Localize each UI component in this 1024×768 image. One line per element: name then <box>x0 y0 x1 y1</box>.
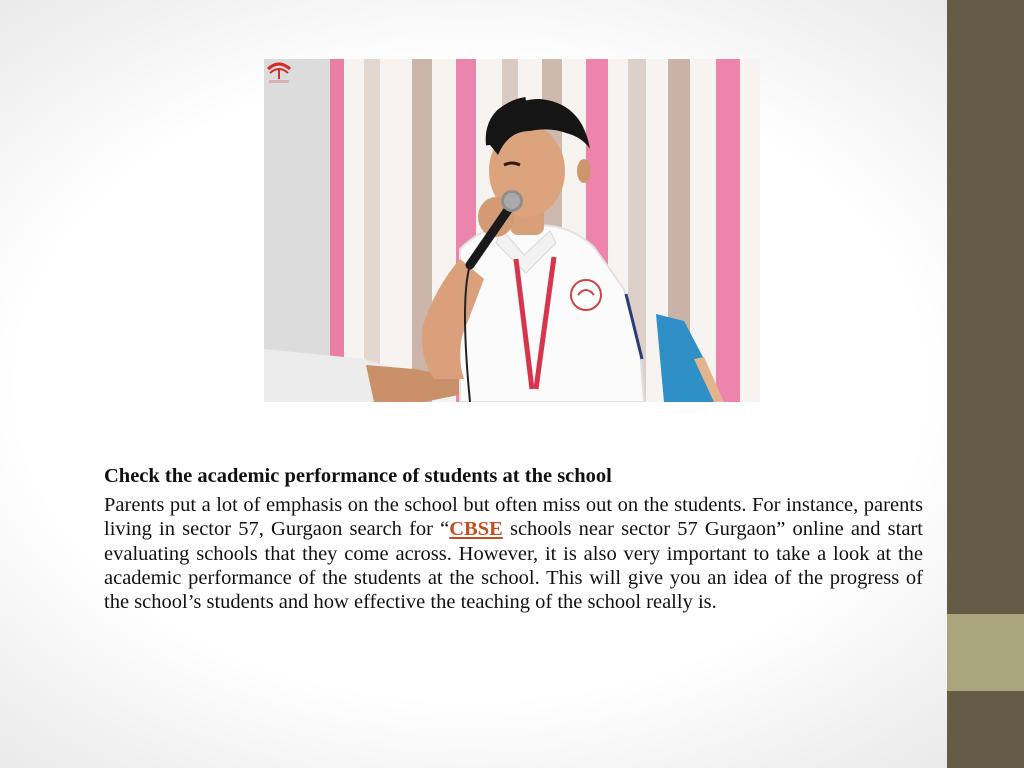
school-logo-icon <box>264 60 294 86</box>
paragraph-text-after-link: schools near sector 57 Gurgaon” online and start evaluating schools that they come across. However, it is also very important to take a look at the academic performance of the students at the school. This will give you an idea of the progress of the school’s students and how effective the teaching of the school really is. <box>104 518 923 614</box>
body-paragraph <box>104 493 923 614</box>
content-text-block <box>104 463 923 614</box>
right-sidebar-bar <box>947 0 1024 768</box>
cbse-link[interactable]: CBSE <box>449 518 503 541</box>
paragraph-text-before-link: Parents put a lot of emphasis on the school but often miss out on the students. For instance, parents living in sector 57, Gurgaon search for “ <box>104 494 923 541</box>
sidebar-accent-block <box>947 614 1024 691</box>
section-heading: Check the academic performance of students at the school <box>104 465 612 487</box>
student-speaking-photo <box>264 59 760 402</box>
